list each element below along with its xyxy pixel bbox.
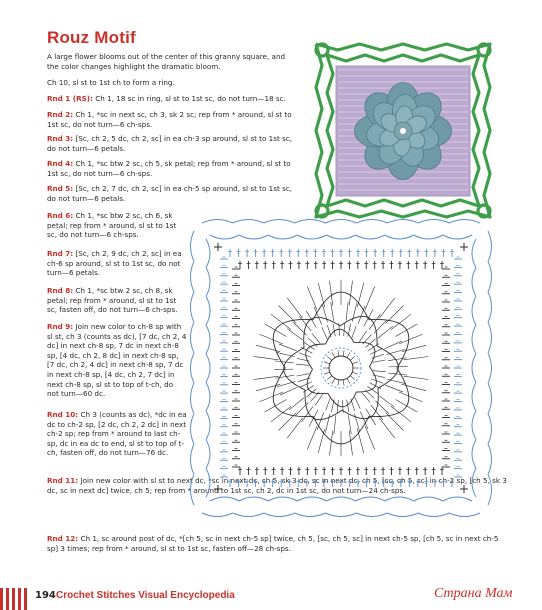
round-4 [47,159,297,178]
round-text: [Sc, ch 2, 9 dc, ch 2, sc] in ea ch-6 sp around, sl st to 1st sc, do not turn—6 petals. [47,249,182,278]
round-text: Ch 1, *sc btw 2 sc, ch 6, sk petal; rep from * around, sl st to 1st sc, do not turn—6 ch-sps. [47,211,177,240]
page-title: Rouz Motif [47,28,136,47]
round-8 [47,286,187,315]
round-2 [47,110,297,129]
round-text: [Sc, ch 2, 5 dc, ch 2, sc] in ea ch-3 sp around, sl st to 1st sc, do not turn—6 petals. [47,134,293,153]
intro-text: A large flower blooms out of the center of this granny square, and the color changes highlight the dramatic bloom. [47,52,286,71]
round-text: Ch 3 (counts as dc), *dc in ea dc to ch-2 sp, [2 dc, ch 2, 2 dc] in next ch-2 sp; rep from * around to last ch-sp, dc in ea dc to end, sl st to top of t-ch, fasten off, do not turn—76 dc. [47,410,187,458]
footer-color-bar [0,588,28,610]
round-text: Ch 1, *sc btw 2 sc, ch 8, sk petal; rep from * around, sl st to 1st sc, fasten off, do not turn—6 ch-sps. [47,286,178,315]
round-5 [47,184,297,203]
round-9 [47,322,187,399]
round-label: Rnd 12: [47,534,79,543]
page-number: 194 [35,590,56,601]
round-7 [47,249,187,278]
round-text: Ch 1, *sc btw 2 sc, ch 5, sk petal; rep from * around, sl st to 1st sc, do not turn—6 ch-sps. [47,159,291,178]
watermark: Страна Мам [434,586,513,601]
round-text: Ch 1, 18 sc in ring, sl st to 1st sc, do not turn—18 sc. [92,94,286,103]
round-3 [47,134,297,153]
round-label: Rnd 4: [47,159,74,168]
crochet-chart [188,217,494,519]
round-label: Rnd 1 (RS): [47,94,93,103]
round-label: Rnd 2: [47,110,74,119]
round-label: Rnd 10: [47,410,79,419]
round-label: Rnd 7: [47,249,74,258]
round-text: Join new color to ch-8 sp with sl st, ch 3 (counts as dc), [7 dc, ch 2, 4 dc] in next ch-8 sp, 7 dc in next ch-8 sp, [4 dc, ch 2, 8 dc] in next ch-8 sp, [7 dc, ch 2, 4 dc] in next ch-8 sp, 7 dc in next ch-8 sp, [4 dc, ch 2, 7 dc] in next ch-8 sp, sl st to top of t-ch, do not turn—60 dc. [47,322,187,399]
round-12 [47,534,507,553]
book-title: Crochet Stitches Visual Encyclopedia [56,590,235,601]
round-label: Rnd 9: [47,322,74,331]
round-text: [Sc, ch 2, 7 dc, ch 2, sc] in ea ch-5 sp around, sl st to 1st sc, do not turn—6 petals. [47,184,293,203]
round-label: Rnd 3: [47,134,74,143]
round-10 [47,410,187,458]
round-6 [47,211,187,240]
round-label: Rnd 11: [47,476,79,485]
round-label: Rnd 5: [47,184,74,193]
round-text: Join new color with sl st to next dc, *sc in next dc, ch 5, sk 3 dc, sc in next dc, ch 5, [sc, ch 5, sc] in ch-2 sp, [ch 5, sk 3 dc, sc in next dc] twice, ch 5; rep from * around to 1st sc, ch 2, dc in 1st sc, do not turn—24 ch-sps. [47,476,507,495]
round-text: Ch 1, sc around post of dc, *[ch 5, sc in next ch-5 sp] twice, ch 5, [sc, ch 5, sc] in next ch-5 sp, [ch 5, sc in next ch-5 sp] 3 times; rep from * around, sl st to 1st sc, fasten off—28 ch-sps. [47,534,499,553]
round-label: Rnd 6: [47,211,74,220]
chain-start-text: Ch 10, sl st to 1st ch to form a ring. [47,78,175,87]
round-1 [47,94,297,104]
round-text: Ch 1, *sc in next sc, ch 3, sk 2 sc; rep from * around, sl st to 1st sc, do not turn—6 ch-sps. [47,110,292,129]
motif-photo [312,40,494,221]
round-label: Rnd 8: [47,286,74,295]
